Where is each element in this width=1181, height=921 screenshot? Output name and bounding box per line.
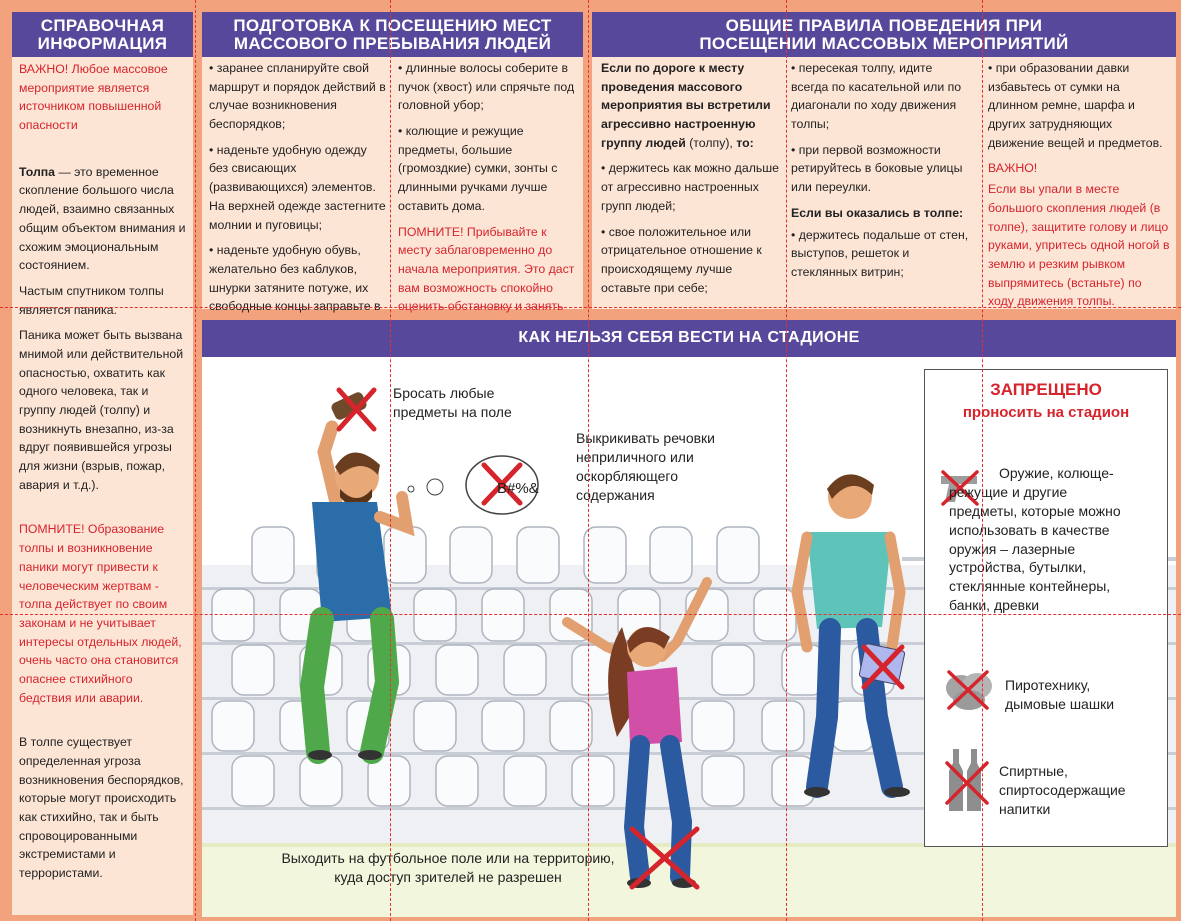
col3-header [592,12,1176,57]
col3-c-important: ВАЖНО! [988,161,1038,176]
stadium-title: КАК НЕЛЬЗЯ СЕБЯ ВЕСТИ НА СТАДИОНЕ [518,329,860,347]
alcohol-bottles-icon [943,745,991,817]
shout-caption: Выкрикивать речовки неприличного или оскорбляющего содержания [576,430,716,503]
col3-a-intro-plain: (толпу), [685,135,737,150]
col2-bullet-items: • колющие и режущие предметы, большие (громоздкие) сумки, зонты с длинными ручками лучше оставить дома. [398,124,558,213]
col2-remember: ПОМНИТЕ! Прибывайте к месту заблаговременно до начала мероприятия. Это даст вам возможность спокойно оценить обстановку и занять [398,224,575,314]
col2-bullet-clothes: • наденьте удобную одежду без свисающих (развивающихся) элементов. На верхней одежде застегните молнии и пуговицы; [209,142,386,232]
col2-title: ПОДГОТОВКА К ПОСЕЩЕНИЮ МЕСТ МАССОВОГО ПРЕБЫВАНИЯ ЛЮДЕЙ [233,16,552,53]
col1-remember: ПОМНИТЕ! Образование толпы и возникновение паники могут привести к человеческим жертвам - толпа действует по своим законам и не учитывает интересы отдельных людей, очень часто она становится опаснее стихийного бедствия или аварии. [19,522,182,705]
forbidden-subtitle: проносить на стадион [962,404,1130,421]
col1-panel [12,57,193,915]
col3-c [988,59,1170,318]
col3-c-fall-advice: Если вы упали в месте большого скопления людей (в толпе), защитите голову и лицо руками, упритесь одной ногой в землю и резким рывком выпрямитесь (встаньте) по ходу движения толпы. [988,182,1170,309]
col2-bullet-shoes: • наденьте удобную обувь, желательно без каблуков, шнурки затяните потуже, их свободные концы заправьте в [209,243,381,314]
col2-bullet-route: • заранее спланируйте свой маршрут и порядок действий в случае возникновения беспорядков; [209,61,386,132]
col2-header [202,12,583,57]
col2-left [209,59,387,342]
col3-c-bullet: • при образовании давки избавьтесь от сумки на длинном ремне, шарфа и других затрудняющих движение вещей и предметов. [988,61,1163,150]
col3-title: ОБЩИЕ ПРАВИЛА ПОВЕДЕНИЯ ПРИ ПОСЕЩЕНИИ МАССОВЫХ МЕРОПРИЯТИЙ [699,16,1069,53]
col1-panic-intro: Частым спутником толпы является паника. [19,283,164,317]
col3-b-heading: Если вы оказались в толпе: [791,205,964,220]
col1-riots: В толпе существует определенная угроза возникновения беспорядков, которые могут происходить как стихийно, так и быть спровоцированными экстремистами и террористами. [19,735,184,881]
col2-bullet-hair: • длинные волосы соберите в пучок (хвост) или спрячьте под головной убор; [398,61,575,113]
stadium-header [202,320,1176,357]
col3-a [601,59,779,304]
col1-title: СПРАВОЧНАЯ ИНФОРМАЦИЯ [37,16,168,53]
crowd-definition: — это временное скопление большого числа людей, взаимно связанных общим объектом внимания и схожим эмоциональным состоянием. [19,164,186,273]
col2-panel [202,57,583,314]
bubble-text: B#%& [497,480,539,497]
smoke-bomb-icon [941,666,997,712]
col1-crowd [19,163,187,275]
col3-a-bullet-2: • свое положительное или отрицательное отношение к происходящему лучше оставьте при себе; [601,224,762,295]
field-caption: Выходить на футбольное поле или на территорию, куда доступ зрителей не разрешен [281,850,615,885]
col3-b-bullet-1: • пересекая толпу, идите всегда по касательной или по диагонали по ходу движения толпы; [791,61,962,132]
col3-a-bullet-1: • держитесь как можно дальше от агрессивно настроенных групп людей; [601,161,779,213]
col3-b-bullet-2: • при первой возможности ретируйтесь в боковые улицы или переулки. [791,142,963,195]
throw-caption: Бросать любые предметы на поле [393,385,512,420]
col3-b [791,59,973,289]
col3-a-intro [601,59,779,152]
col3-a-intro-to: то: [736,135,754,150]
col1-warning: ВАЖНО! Любое массовое мероприятие является источником повышенной опасности [19,62,168,133]
crowd-term: Толпа [19,164,56,179]
forbidden-weapons: Оружие, колюще-режущие и другие предметы, которые можно использовать в качестве оружия – лазерные устройства, бутылки, стеклянные контейнеры, банки, древки [949,465,1121,614]
forbidden-title: ЗАПРЕЩЕНО [990,380,1102,399]
forbidden-items-box [924,369,1168,847]
col3-panel [592,57,1176,309]
col3-a-intro-bold: Если по дороге к месту проведения массового мероприятия вы встретили агрессивно настроенную группу людей [601,61,771,150]
forbidden-alcohol: Спиртные, спиртосодержащие напитки [999,763,1126,817]
col1-panic-definition: Паника может быть вызвана мнимой или действительной опасностью, охватить как одного человека, так и группу людей (толпу) и возникнуть внезапно, из-за вдруг появившейся угрозы для жизни (взрыв, пожар, авария и т.д.). [19,328,184,492]
forbidden-pyrotechnics: Пиротехнику, дымовые шашки [1005,677,1115,712]
col2-right [398,59,578,342]
col1-header [12,12,193,57]
col3-b-bullet-3: • держитесь подальше от стен, выступов, решеток и стеклянных витрин; [791,227,969,279]
